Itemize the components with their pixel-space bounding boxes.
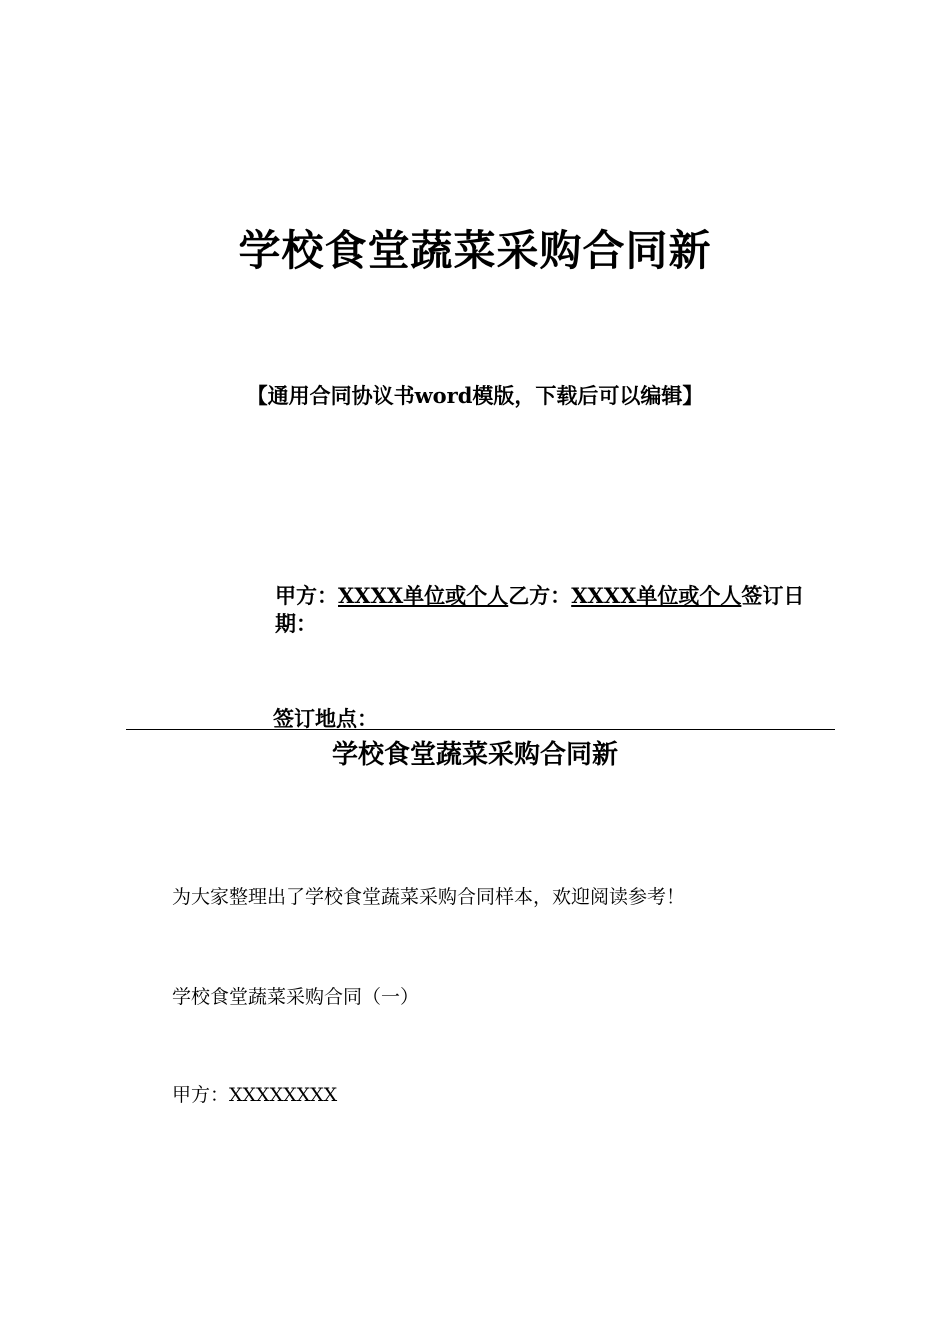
document-title: 学校食堂蔬菜采购合同新: [331, 740, 618, 770]
party-b-label: 乙方：: [508, 583, 572, 608]
party-a-line: 甲方：XXXXXXXX: [172, 1084, 338, 1106]
party-a-label: 甲方：: [275, 583, 338, 608]
sign-date-label: 签订日期：: [275, 583, 805, 636]
page-divider: [126, 729, 835, 730]
section-heading: 学校食堂蔬菜采购合同（一）: [172, 986, 420, 1008]
intro-paragraph: 为大家整理出了学校食堂蔬菜采购合同样本，欢迎阅读参考！: [172, 886, 686, 908]
cover-title: 学校食堂蔬菜采购合同新: [238, 226, 712, 275]
cover-subtitle: 【通用合同协议书word模版，下载后可以编辑】: [246, 383, 704, 408]
cover-parties-block: [275, 582, 835, 638]
sign-place-label: 签订地点：: [273, 706, 378, 731]
party-a-value: XXXX单位或个人: [338, 583, 509, 608]
party-b-value: XXXX单位或个人: [571, 583, 742, 608]
